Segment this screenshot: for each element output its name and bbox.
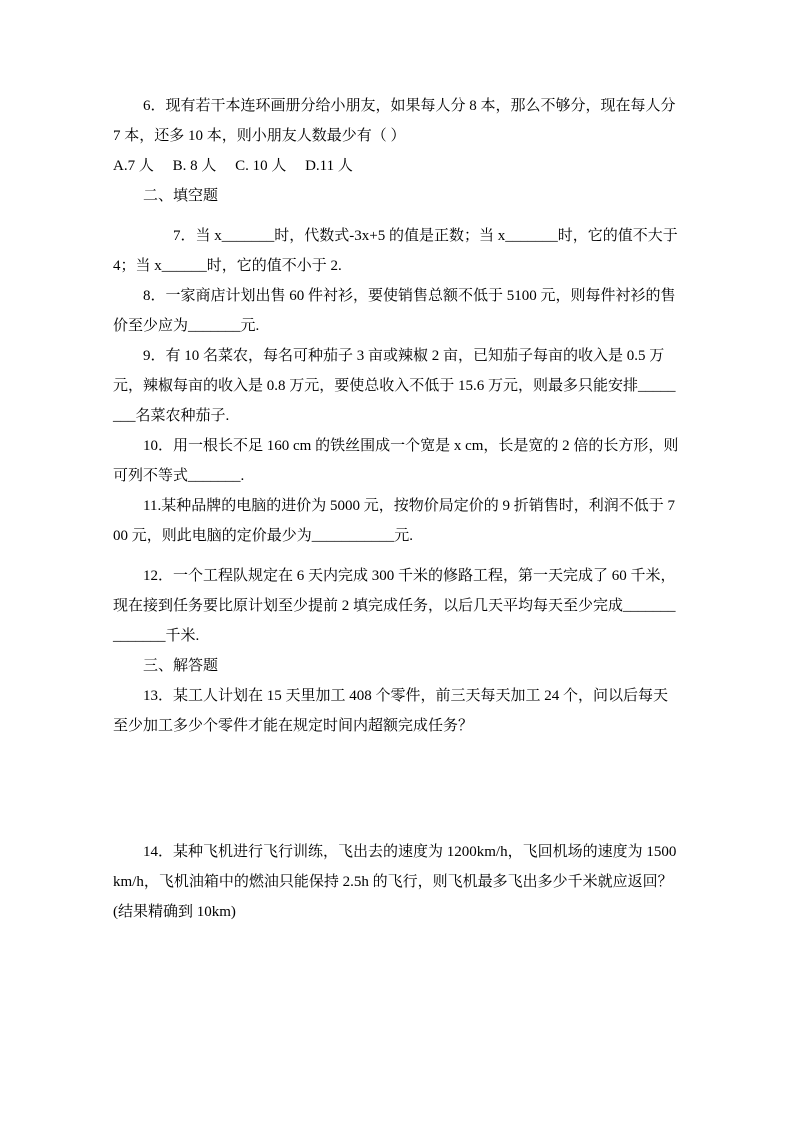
question-13: 13．某工人计划在 15 天里加工 408 个零件，前三天每天加工 24 个，问以后每天至少加工多少个零件才能在规定时间内超额完成任务？	[113, 688, 669, 734]
section-heading-answer: 三、解答题	[143, 658, 219, 674]
question-12: 12．一个工程队规定在 6 天内完成 300 千米的修路工程，第一天完成了 60 千米，现在接到任务要比原计划至少提前 2 填完成任务，以后几天平均每天至少完成______________千米.	[113, 568, 676, 644]
question-10: 10．用一根长不足 160 cm 的铁丝围成一个宽是 x cm，长是宽的 2 倍的长方形，则可列不等式_______.	[113, 438, 679, 484]
question-7: 7．当 x_______时，代数式-3x+5 的值是正数；当 x_______时，它的值不大于 4；当 x______时，它的值不小于 2.	[113, 228, 682, 274]
question-6: 6．现有若干本连环画册分给小朋友，如果每人分 8 本，那么不够分，现在每人分 7 本，还多 10 本，则小朋友人数最少有（ ）	[113, 98, 680, 144]
question-6-options: A.7 人 B. 8 人 C. 10 人 D.11 人	[113, 158, 353, 174]
question-8: 8．一家商店计划出售 60 件衬衫，要使销售总额不低于 5100 元，则每件衬衫的售价至少应为_______元.	[113, 288, 676, 334]
section-heading-fill-in: 二、填空题	[143, 188, 219, 204]
question-9: 9．有 10 名菜农，每名可种茄子 3 亩或辣椒 2 亩，已知茄子每亩的收入是 0.5 万元，辣椒每亩的收入是 0.8 万元，要使总收入不低于 15.6 万元，则最多只能安排________名菜农种茄子.	[113, 348, 676, 424]
question-11: 11.某种品牌的电脑的进价为 5000 元，按物价局定价的 9 折销售时，利润不低于 700 元，则此电脑的定价最少为___________元.	[113, 498, 675, 544]
question-14: 14．某种飞机进行飞行训练，飞出去的速度为 1200km/h，飞回机场的速度为 1500km/h，飞机油箱中的燃油只能保持 2.5h 的飞行，则飞机最多飞出多少千米就应返回？(结果精确到 10km)	[113, 844, 677, 920]
